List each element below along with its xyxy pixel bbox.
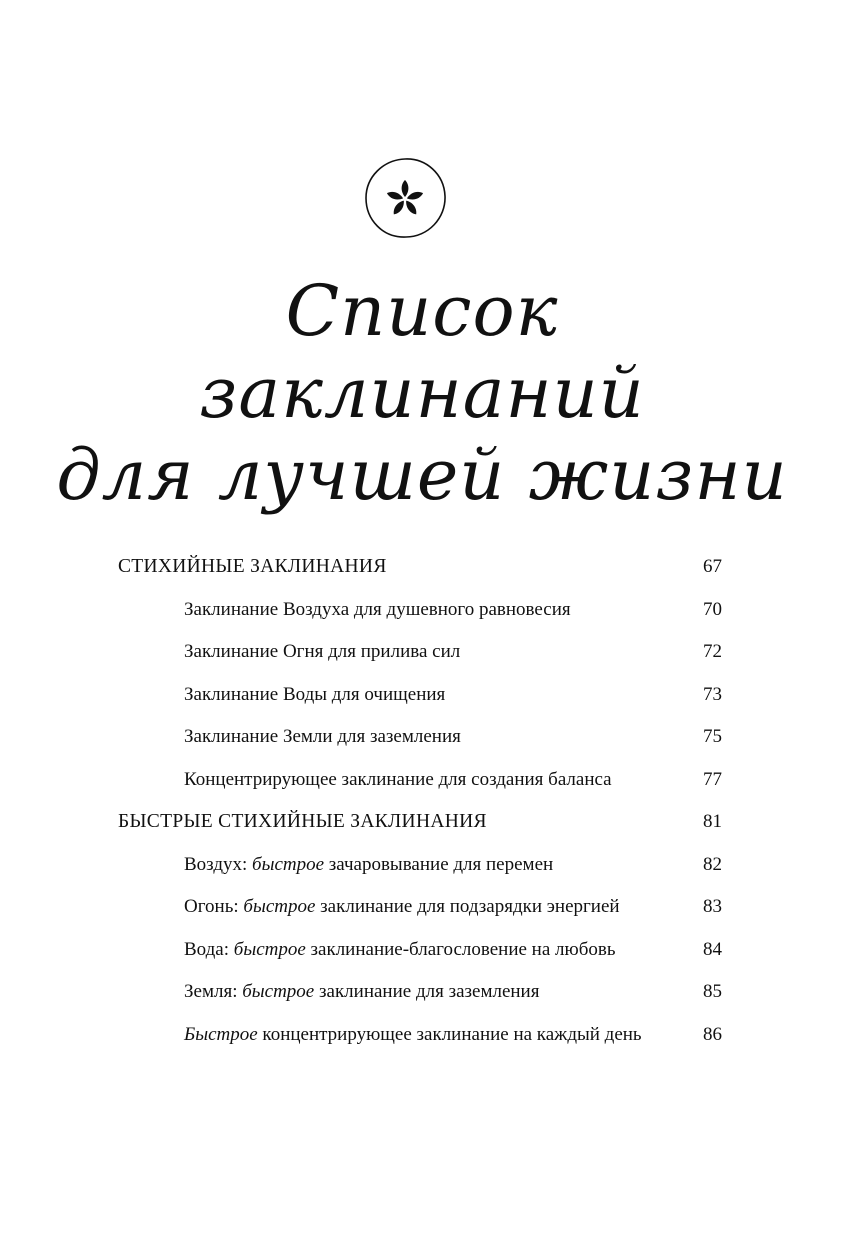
toc-page-number: 85	[703, 981, 722, 1002]
toc-entry-text: Заклинание Воздуха для душевного равновесия	[184, 598, 571, 620]
toc-entry-emphasis: быстрое	[242, 981, 315, 1002]
toc-entry-text: заклинание-благословение на любовь	[305, 938, 616, 960]
table-of-contents	[118, 546, 722, 1056]
toc-entry[interactable]	[118, 631, 722, 674]
toc-entry-label	[118, 716, 461, 759]
toc-page-number: 67	[703, 556, 722, 577]
toc-entry-text: Концентрирующее заклинание для создания баланса	[184, 768, 612, 790]
toc-page-number: 84	[703, 938, 722, 960]
toc-entry[interactable]	[118, 1014, 722, 1057]
toc-entry-label	[118, 844, 553, 887]
toc-entry-prefix: Воздух:	[184, 853, 253, 875]
toc-entry-label	[118, 631, 460, 674]
toc-page-number: 82	[703, 853, 722, 875]
toc-entry-text: Заклинание Огня для прилива сил	[184, 641, 461, 662]
toc-entry-label	[118, 971, 539, 1014]
toc-entry[interactable]	[118, 886, 722, 929]
toc-page-number: 86	[703, 1023, 722, 1045]
title-line-2: заклинаний	[199, 352, 645, 434]
toc-entry-label	[118, 929, 616, 972]
toc-entry-emphasis: быстрое	[243, 896, 316, 917]
toc-section-quick-elemental-spells[interactable]	[118, 801, 722, 844]
toc-entry[interactable]	[118, 844, 722, 887]
toc-entry-emphasis: Быстрое	[184, 1023, 258, 1045]
toc-section-label: БЫСТРЫЕ СТИХИЙНЫЕ ЗАКЛИНАНИЯ	[118, 811, 487, 832]
toc-entry-label	[118, 759, 612, 802]
toc-section-elemental-spells[interactable]	[118, 546, 722, 589]
toc-entry[interactable]	[118, 589, 722, 632]
toc-entry-emphasis: быстрое	[252, 853, 325, 875]
toc-entry-label	[118, 886, 620, 929]
toc-entry[interactable]	[118, 716, 722, 759]
title-line-3: для лучшей жизни	[56, 434, 788, 516]
page-title	[0, 270, 844, 516]
toc-entry-label	[118, 589, 571, 632]
toc-entry-prefix: Вода:	[184, 938, 234, 960]
toc-page-number: 77	[703, 768, 722, 790]
toc-entry-text: Заклинание Воды для очищения	[184, 683, 446, 705]
toc-entry[interactable]	[118, 759, 722, 802]
toc-page-number: 73	[703, 683, 722, 705]
toc-page-number: 83	[703, 896, 722, 917]
toc-entry-text: заклинание для заземления	[314, 981, 540, 1002]
toc-entry-label	[118, 1014, 642, 1057]
toc-page-number: 70	[703, 598, 722, 620]
toc-section-label: СТИХИЙНЫЕ ЗАКЛИНАНИЯ	[118, 556, 387, 577]
toc-page-number: 75	[703, 726, 722, 747]
flower-emblem-icon	[362, 155, 448, 241]
toc-entry-prefix: Земля:	[184, 981, 243, 1002]
toc-entry[interactable]	[118, 971, 722, 1014]
toc-page-number: 72	[703, 641, 722, 662]
toc-page-number: 81	[703, 811, 722, 832]
toc-entry-text: зачаровывание для перемен	[324, 853, 554, 875]
toc-entry-text: концентрирующее заклинание на каждый день	[257, 1023, 642, 1045]
toc-entry-label	[118, 674, 445, 717]
toc-entry-prefix: Огонь:	[184, 896, 244, 917]
toc-entry[interactable]	[118, 674, 722, 717]
toc-entry-emphasis: быстрое	[233, 938, 306, 960]
toc-entry[interactable]	[118, 929, 722, 972]
title-line-1: Список	[285, 270, 559, 352]
toc-entry-text: заклинание для подзарядки энергией	[315, 896, 620, 917]
toc-entry-text: Заклинание Земли для заземления	[184, 726, 461, 747]
